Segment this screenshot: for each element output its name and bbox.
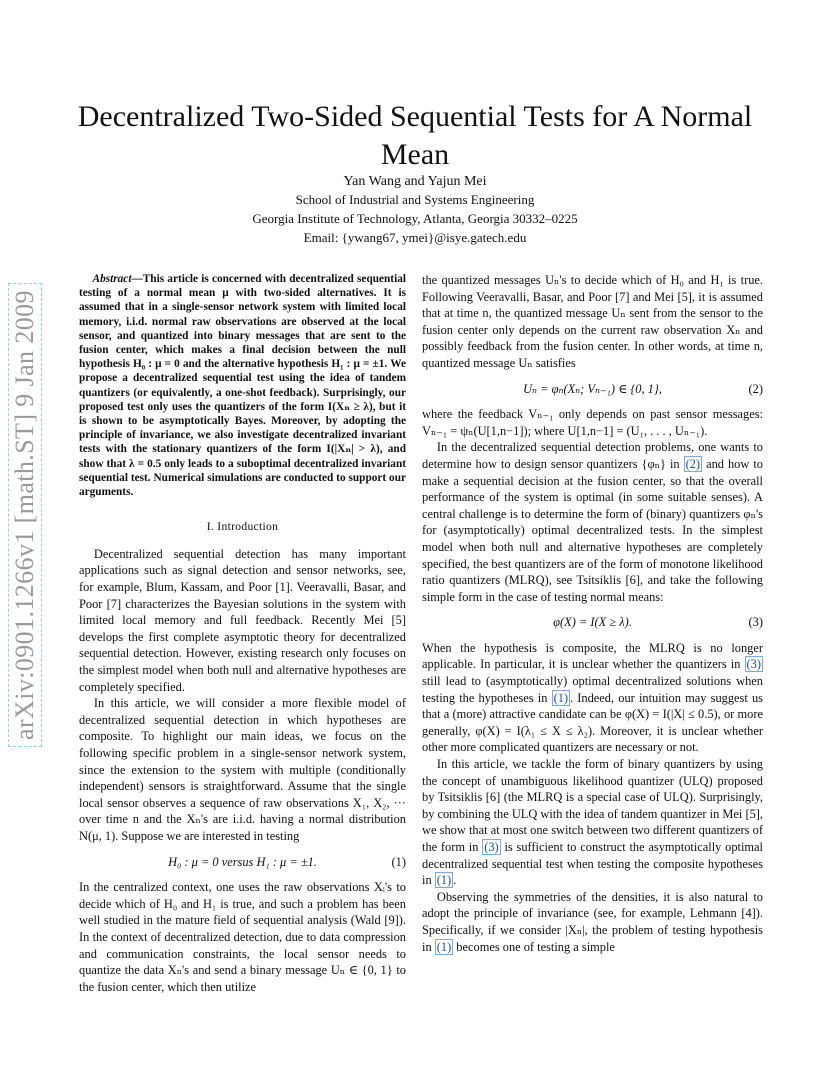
paragraph: where the feedback Vₙ₋₁ only depends on past sensor messages: Vₙ₋₁ = ψₙ(U[1,n−1]); where U[1,n−1] = (U₁, . . . , Uₙ₋₁). bbox=[422, 407, 763, 438]
paragraph: In this article, we will consider a more flexible model of decentralized sequential detection in which hypotheses are composite. To highlight our main ideas, we focus on the following specific problem in a single-sensor network system, since the extension to the system with multiple (conditionally independent) sensors is straightforward. Assume that the single local sensor observes a sequence of raw observations X₁, X₂, ··· over time n and the Xₙ's are i.i.d. having a normal distribution N(μ, 1). Suppose we are interested in testing bbox=[79, 696, 406, 843]
equation-reference-link[interactable]: (1) bbox=[553, 690, 569, 705]
left-column bbox=[79, 272, 406, 995]
section-heading: I. Introduction bbox=[206, 520, 279, 534]
equation-number: (3) bbox=[748, 615, 763, 630]
abstract-text: —This article is concerned with decentralized sequential testing of a normal mean μ with two-sided alternatives. It is assumed that in a single-sensor network system with limited local memory, i.i.d. normal raw observations are observed at the local sensor, and quantized into binary messages that are sent to the fusion center, which makes a final decision between the null hypothesis H₀ : μ = 0 and the alternative hypothesis H₁ : μ = ±1. We propose a decentralized sequential test using the idea of tandem quantizers (or equivalently, a one-shot feedback). Surprisingly, our proposed test only uses the quantizers of the form I(Xₙ ≥ λ), but it is shown to be asymptotically Bayes. Moreover, by adopting the principle of invariance, we also investigate decentralized invariant tests with the stationary quantizers of the form I(|Xₙ| > λ), and show that λ = 0.5 only leads to a suboptimal decentralized invariant sequential test. Numerical simulations are conducted to support our arguments. bbox=[79, 273, 406, 499]
affiliation-line-1: School of Industrial and Systems Engineering bbox=[295, 192, 535, 207]
affiliation-line-2: Georgia Institute of Technology, Atlanta, Georgia 30332–0225 bbox=[252, 211, 578, 226]
paragraph: In the centralized context, one uses the raw observations Xᵢ's to decide which of H₀ and H₁ is true, and such a problem has been well studied in the mature field of sequential analysis (Wald [9]). In the context of decentralized detection, due to data compression and communication constraints, the local sensor needs to quantize the data Xₙ's and send a binary message Uₙ ∈ {0, 1} to the fusion center, which then utilize bbox=[79, 880, 406, 994]
paragraph: When the hypothesis is composite, the MLRQ is no longer applicable. In particular, it is unclear whether the quantizers in (3) still lead to (asymptotically) optimal decentralized solutions when testing the hypotheses in (1) . Indeed, our intuition may suggest us that a (more) attractive candidate can be φ(X) = I(|X| ≤ 0.5), or more generally, φ(X) = I(λ₁ ≤ X ≤ λ₂). Moreover, it is unclear whether other more complicated quantizers are necessary or not. bbox=[422, 640, 763, 755]
equation-reference-link[interactable]: (1) bbox=[436, 873, 452, 888]
abstract bbox=[79, 272, 406, 499]
equation-1 bbox=[79, 854, 406, 871]
paragraph: In the decentralized sequential detection problems, one wants to determine how to design sensor quantizers {φₙ} in (2) and how to make a sequential decision at the fusion center, so that the overall performance of the system is optimal (in some suitable senses). A central challenge is to determine the form of (binary) quantizers φₙ's for (asymptotically) optimal decentralized tests. In the simplest model when both null and alternative hypotheses are completely specified, the best quantizers are of the form of monotone likelihood ratio quantizers (MLRQ), see Tsitsiklis [6], and take the following simple form in the case of testing normal means: bbox=[422, 440, 763, 604]
equation-number: (1) bbox=[391, 854, 406, 869]
paragraph: Observing the symmetries of the densities, it is also natural to adopt the principle of invariance (see, for example, Lehmann [4]). Specifically, if we consider |Xₙ|, the problem of testing hypothesis in (1) becomes one of testing a simple bbox=[422, 889, 763, 954]
arxiv-identifier bbox=[2, 262, 48, 767]
paragraph: the quantized messages Uₙ's to decide which of H₀ and H₁ is true. Following Veeravalli, Basar, and Poor [7] and Mei [5], it is assumed that at time n, the quantized message Uₙ sent from the sensor to the fusion center only depends on the current raw observation Xₙ and possibly feedback from the fusion center. In other words, at time n, quantized message Uₙ satisfies bbox=[422, 273, 763, 370]
equation-number: (2) bbox=[748, 381, 763, 396]
affiliation bbox=[60, 190, 770, 247]
equation-reference-link[interactable]: (2) bbox=[685, 456, 701, 471]
paragraph: Decentralized sequential detection has many important applications such as signal detection and sensor networks, see, for example, Blum, Kassam, and Poor [1]. Veeravalli, Basar, and Poor [7] characterizes the Bayesian solutions in the system with limited local memory and full feedback. Recently Mei [5] develops the first complete asymptotic theory for decentralized sequential detection. However, existing research only focuses on the simplest model when both null and alternative hypotheses are completely specified. bbox=[79, 546, 406, 694]
equation-body: φ(X) = I(X ≥ λ). bbox=[553, 615, 632, 630]
equation-reference-link[interactable]: (1) bbox=[436, 939, 452, 954]
equation-reference-link[interactable]: (3) bbox=[484, 840, 499, 854]
affiliation-email: Email: {ywang67, ymei}@isye.gatech.edu bbox=[303, 230, 527, 245]
paragraph: In this article, we tackle the form of binary quantizers by using the concept of unambiguous likelihood quantizer (ULQ) proposed by Tsitsiklis [6] (the MLRQ is a special case of ULQ). Surprisingly, by combining the ULQ with the idea of tandem quantizer in Mei [5], we show that at most one switch between two different quantizers of the form in (3) is sufficient to construct the asymptotically optimal decentralized sequential test when testing the composite hypotheses in (1) . bbox=[422, 757, 763, 888]
equation-body: H₀ : μ = 0 versus H₁ : μ = ±1. bbox=[168, 854, 317, 869]
right-column bbox=[422, 272, 763, 955]
arxiv-id-text: arXiv:0901.1266v1 [math.ST] 9 Jan 2009 bbox=[8, 283, 42, 747]
equation-reference-link[interactable]: (3) bbox=[746, 657, 761, 672]
paper-title: Decentralized Two-Sided Sequential Tests for A Normal Mean bbox=[77, 100, 753, 172]
equation-2 bbox=[422, 381, 763, 398]
abstract-label: Abstract bbox=[92, 273, 132, 285]
equation-3 bbox=[422, 614, 763, 631]
equation-body: Uₙ = φₙ(Xₙ; Vₙ₋₁) ∈ {0, 1}, bbox=[523, 381, 662, 396]
authors: Yan Wang and Yajun Mei bbox=[343, 174, 487, 189]
